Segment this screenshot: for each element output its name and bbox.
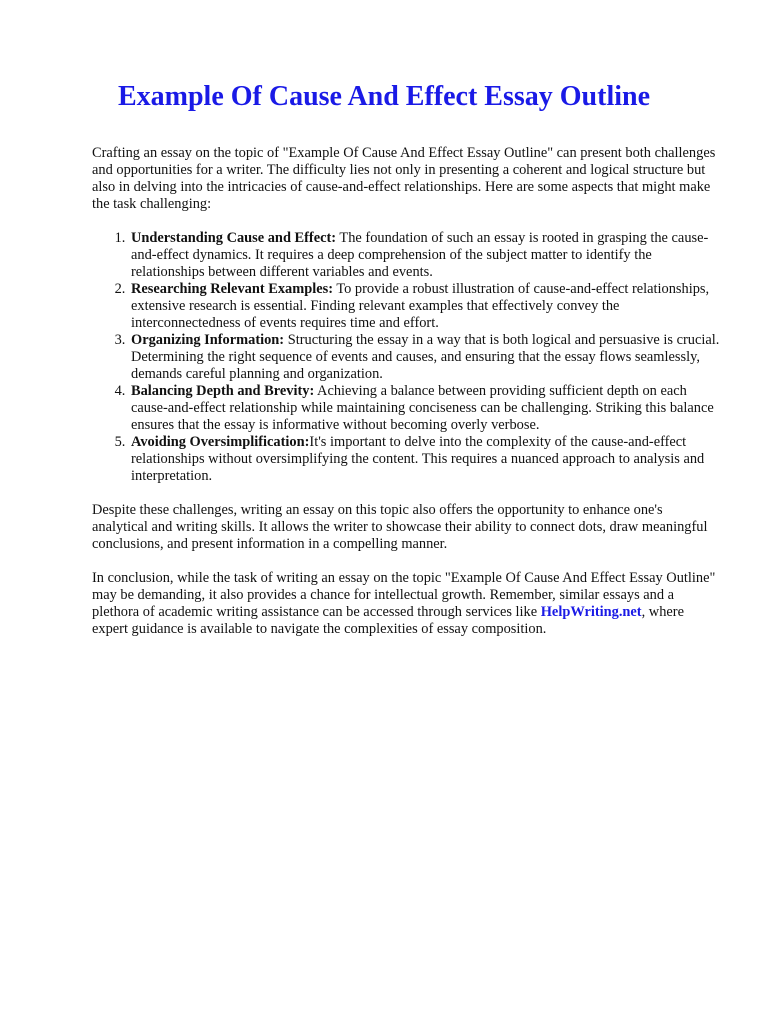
list-item-text: Structuring the essay in a way that is both logical and persuasive is crucial. Determining the right sequence of events and causes, and ensuring that the essay flows seamlessly, demands careful planning and organization. — [131, 332, 720, 382]
list-item-text: To provide a robust illustration of cause-and-effect relationships, extensive research is essential. Finding relevant examples that effectively convey the interconnectedness of events requires time and effort. — [131, 281, 710, 331]
list-item — [129, 230, 722, 281]
list-item-title: Organizing Information: — [131, 332, 285, 348]
conclusion-text-end: , where expert guidance is available to navigate the complexities of essay composition. — [92, 604, 684, 637]
list-item-title: Researching Relevant Examples: — [131, 281, 333, 297]
list-item — [129, 332, 722, 383]
helpwriting-link[interactable]: HelpWriting.net — [540, 604, 642, 620]
list-item-title: Balancing Depth and Brevity: — [131, 383, 315, 399]
document-title: Example Of Cause And Effect Essay Outline — [117, 81, 651, 112]
list-item — [129, 434, 722, 485]
list-item-title: Avoiding Oversimplification: — [131, 434, 310, 450]
document-body — [92, 145, 722, 655]
list-item-text: Achieving a balance between providing sufficient depth on each cause-and-effect relationship while maintaining conciseness can be challenging. Striking this balance ensures that the essay is informative without becoming overly verbose. — [131, 383, 714, 433]
conclusion-paragraph — [92, 570, 722, 638]
conclusion-text: In conclusion, while the task of writing an essay on the topic "Example Of Cause And Effect Essay Outline" may be demanding, it also provides a chance for intellectual growth. Remember, similar essays and a plethora of academic writing assistance can be accessed through services like — [92, 570, 716, 620]
list-item-text: The foundation of such an essay is rooted in grasping the cause-and-effect dynamics. It requires a deep comprehension of the subject matter to identify the relationships between different variables and events. — [131, 230, 709, 280]
intro-paragraph: Crafting an essay on the topic of "Example Of Cause And Effect Essay Outline" can present both challenges and opportunities for a writer. The difficulty lies not only in presenting a coherent and logical structure but also in delving into the intricacies of cause-and-effect relationships. Here are some aspects that might make the task challenging: — [92, 145, 716, 212]
list-item-title: Understanding Cause and Effect: — [131, 230, 337, 246]
list-item — [129, 383, 722, 434]
list-item-text: It's important to delve into the complexity of the cause-and-effect relationships without oversimplifying the content. This requires a nuanced approach to analysis and interpretation. — [131, 434, 705, 484]
body-paragraph: Despite these challenges, writing an essay on this topic also offers the opportunity to enhance one's analytical and writing skills. It allows the writer to showcase their ability to connect dots, draw meaningful conclusions, and present information in a compelling manner. — [92, 502, 708, 552]
list-item — [129, 281, 722, 332]
challenges-list — [92, 230, 722, 485]
